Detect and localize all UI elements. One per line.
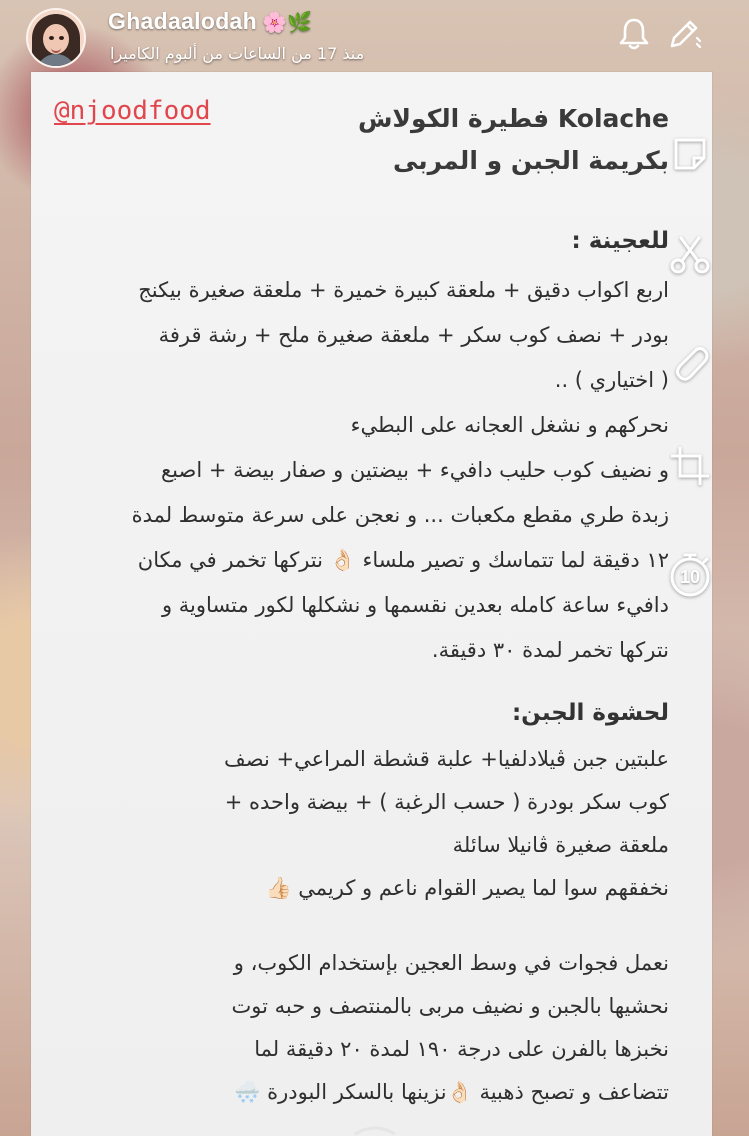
recipe-title bbox=[109, 98, 669, 182]
pencil-icon[interactable] bbox=[666, 16, 702, 52]
avatar-eye-left bbox=[49, 36, 54, 40]
avatar-eye-right bbox=[59, 36, 64, 40]
recipe-title-line: بكريمة الجبن و المربى bbox=[392, 146, 669, 175]
assembly-line: نعمل فجوات في وسط العجين بإستخدام الكوب، و bbox=[233, 951, 669, 975]
filling-line: كوب سكر بودرة ( حسب الرغبة ) + بيضة واحده + bbox=[224, 790, 669, 814]
filling-heading: لحشوة الجبن: bbox=[511, 700, 669, 726]
dough-line: بودر + نصف كوب سكر + ملعقة صغيرة ملح + رشة قرفة bbox=[158, 323, 669, 347]
assembly-instructions bbox=[69, 942, 669, 1114]
crop-tool[interactable] bbox=[664, 440, 716, 492]
story-header bbox=[0, 0, 749, 70]
dough-line: اربع اكواب دقيق + ملعقة كبيرة خميرة + ملعقة صغيرة بيكنج bbox=[138, 278, 669, 302]
scissors-tool[interactable] bbox=[664, 230, 716, 282]
sticker-tool[interactable] bbox=[664, 128, 716, 180]
paperclip-icon bbox=[667, 339, 713, 385]
bell-icon[interactable] bbox=[616, 16, 652, 52]
dough-line: ( اختياري ) .. bbox=[554, 368, 669, 392]
swipe-handle-icon[interactable] bbox=[345, 1124, 405, 1136]
username-text: Ghadaalodah bbox=[108, 8, 257, 34]
crop-icon bbox=[667, 443, 713, 489]
dough-line: نحركهم و نشغل العجانه على البطيء bbox=[350, 413, 669, 437]
paperclip-tool[interactable] bbox=[664, 336, 716, 388]
timer-tool[interactable] bbox=[664, 548, 716, 600]
brand-tag: @njoodfood bbox=[54, 96, 211, 126]
dough-line: نتركها تخمر لمدة ٣٠ دقيقة. bbox=[431, 638, 669, 662]
dough-line: ١٢ دقيقة لما تتماسك و تصير ملساء 👌🏻 نتركها تخمر في مكان bbox=[137, 548, 669, 572]
avatar[interactable] bbox=[26, 8, 86, 68]
dough-line: و نضيف كوب حليب دافيء + بيضتين و صفار بيضة + اصبع bbox=[160, 458, 669, 482]
filling-line: نخفقهم سوا لما يصير القوام ناعم و كريمي 👍🏻 bbox=[265, 876, 669, 900]
scissors-icon bbox=[667, 233, 713, 279]
username[interactable] bbox=[108, 8, 312, 35]
filling-line: علبتين جبن ڤيلادلفيا+ علبة قشطة المراعي+ نصف bbox=[224, 747, 669, 771]
sticker-icon bbox=[668, 132, 712, 176]
assembly-line: نخبزها بالفرن على درجة ١٩٠ لمدة ٢٠ دقيقة لما bbox=[254, 1037, 669, 1061]
username-emojis: 🌸🌿 bbox=[262, 12, 313, 34]
story-subtitle: منذ 17 من الساعات من ألبوم الكاميرا bbox=[110, 44, 365, 63]
assembly-line: نحشيها بالجبن و نضيف مربى بالمنتصف و حبه توت bbox=[231, 994, 669, 1018]
assembly-line: تتضاعف و تصبح ذهبية 👌🏻نزينها بالسكر البودرة 🌨️ bbox=[234, 1080, 669, 1104]
filling-line: ملعقة صغيرة ڤانيلا سائلة bbox=[452, 833, 669, 857]
filling-instructions bbox=[69, 738, 669, 910]
dough-line: زبدة طري مقطع مكعبات ... و نعجن على سرعة متوسط لمدة bbox=[131, 503, 669, 527]
dough-line: دافيء ساعة كامله بعدين نقسمها و نشكلها لكور متساوية و bbox=[161, 593, 669, 617]
recipe-title-line: Kolache فطيرة الكولاش bbox=[357, 104, 669, 133]
dough-instructions bbox=[69, 268, 669, 673]
dough-heading: للعجينة : bbox=[571, 228, 669, 254]
timer-value: 10 bbox=[679, 566, 701, 587]
